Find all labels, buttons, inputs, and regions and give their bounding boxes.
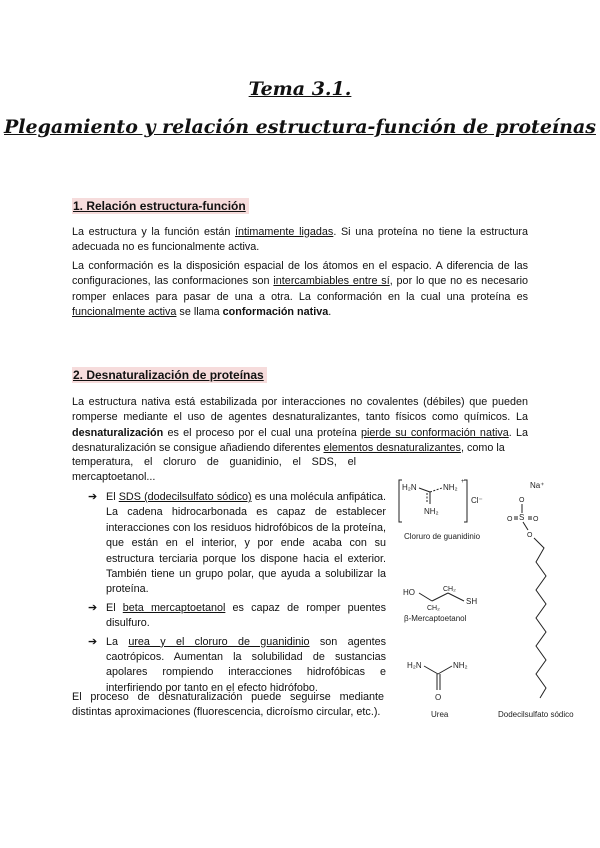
sds-sulfur-label: S <box>519 513 525 522</box>
paragraph-estructura-nativa: La estructura nativa está estabilizada por interacciones no covalentes (débiles) que pueden romperse mediante el uso de agentes desnaturalizantes, tanto físicos como químicos. La desnaturalización es el proceso por el cual una proteína pierde su conformación nativa. La desnaturalización se consigue añadiendo diferentes elementos desnaturalizantes, como la <box>72 396 528 455</box>
list-item-urea-guanidinio: ➔ La urea y el cloruro de guanidinio son agentes caotrópicos. Aumentan la solubilidad de sustancias apolares rompiendo interacciones hidrofóbicas e interfiriendo por tanto en el efecto hidrófobo. <box>88 635 386 694</box>
urea-structure <box>404 658 480 704</box>
guanidinium-chloride-structure <box>398 476 498 526</box>
arrow-right-icon: ➔ <box>88 635 98 648</box>
paragraph-estructura-funcion: La estructura y la función están íntimamente ligadas. Si una proteína no tiene la estructura adecuada no es funcionalmente activa. <box>72 226 529 254</box>
mercaptoethanol-ch2-a-label: CH₂ <box>427 605 440 612</box>
arrow-right-icon: ➔ <box>88 601 98 614</box>
section-heading-estructura-funcion: 1. Relación estructura-función <box>72 198 249 214</box>
page-title: Tema 3.1. <box>248 78 352 100</box>
arrow-right-icon: ➔ <box>88 491 98 503</box>
mercaptoethanol-ho-label: HO <box>403 588 415 597</box>
mercaptoethanol-sh-label: SH <box>466 597 478 606</box>
sds-oxygen-top-label: O <box>519 497 525 504</box>
paragraph-seguimiento: El proceso de desnaturalización puede seguirse mediante distintas aproximaciones (fluorescencia, dicroísmo circular, etc.). <box>72 691 384 719</box>
page-subtitle: Plegamiento y relación estructura-función de proteínas <box>4 116 596 138</box>
guanidinium-nh2-plus-label: NH₂ <box>443 483 458 492</box>
urea-oxygen-label: O <box>435 693 442 702</box>
sds-oxygen-right-label: O <box>533 516 539 523</box>
denaturant-list <box>88 490 386 699</box>
guanidinium-caption: Cloruro de guanidinio <box>404 532 481 541</box>
guanidinium-charge-label: + <box>461 479 465 485</box>
paragraph-conformacion: La conformación es la disposición espacial de los átomos en el espacio. A diferencia de las configuraciones, las conformaciones son intercambiables entre sí, por lo que no es necesario romper enlaces para pasar de una a otra. La conformación en la cual una proteína es funcionalmente activa se llama conformación nativa. <box>72 260 528 319</box>
sds-oxygen-left-label: O <box>507 516 513 523</box>
paragraph-agentes: temperatura, el cloruro de guanidinio, el SDS, el mercaptoetanol... <box>72 456 356 484</box>
urea-caption: Urea <box>431 710 449 719</box>
guanidinium-h2n-label: H₂N <box>402 483 417 492</box>
sds-oxygen-ester-label: O <box>527 532 533 539</box>
chloride-label: Cl⁻ <box>471 496 483 505</box>
mercaptoethanol-ch2-b-label: CH₂ <box>443 586 456 593</box>
list-item-mercaptoetanol: ➔ El beta mercaptoetanol es capaz de romper puentes disulfuro. <box>88 601 387 630</box>
mercaptoethanol-structure <box>402 582 492 612</box>
sds-structure <box>506 476 578 712</box>
sds-caption: Dodecilsulfato sódico <box>498 710 574 719</box>
mercaptoethanol-caption: β-Mercaptoetanol <box>404 614 467 623</box>
list-item-sds: ➔ El SDS (dodecilsulfato sódico) es una molécula anfipática. La cadena hidrocarbonada es capaz de establecer interacciones con los residuos hidrofóbicos de la proteína, que están en el interior, y por ende acaba con su estructura terciaria porque los dispone hacia el exterior. También tiene un grupo polar, que ayuda a solubilizar la proteína. <box>88 491 386 596</box>
urea-h2n-label: H₂N <box>407 661 422 670</box>
urea-nh2-label: NH₂ <box>453 661 468 670</box>
guanidinium-nh2-label: NH₂ <box>424 507 439 516</box>
section-heading-desnaturalizacion: 2. Desnaturalización de proteínas <box>72 367 267 383</box>
sds-sodium-label: Na⁺ <box>530 481 545 490</box>
